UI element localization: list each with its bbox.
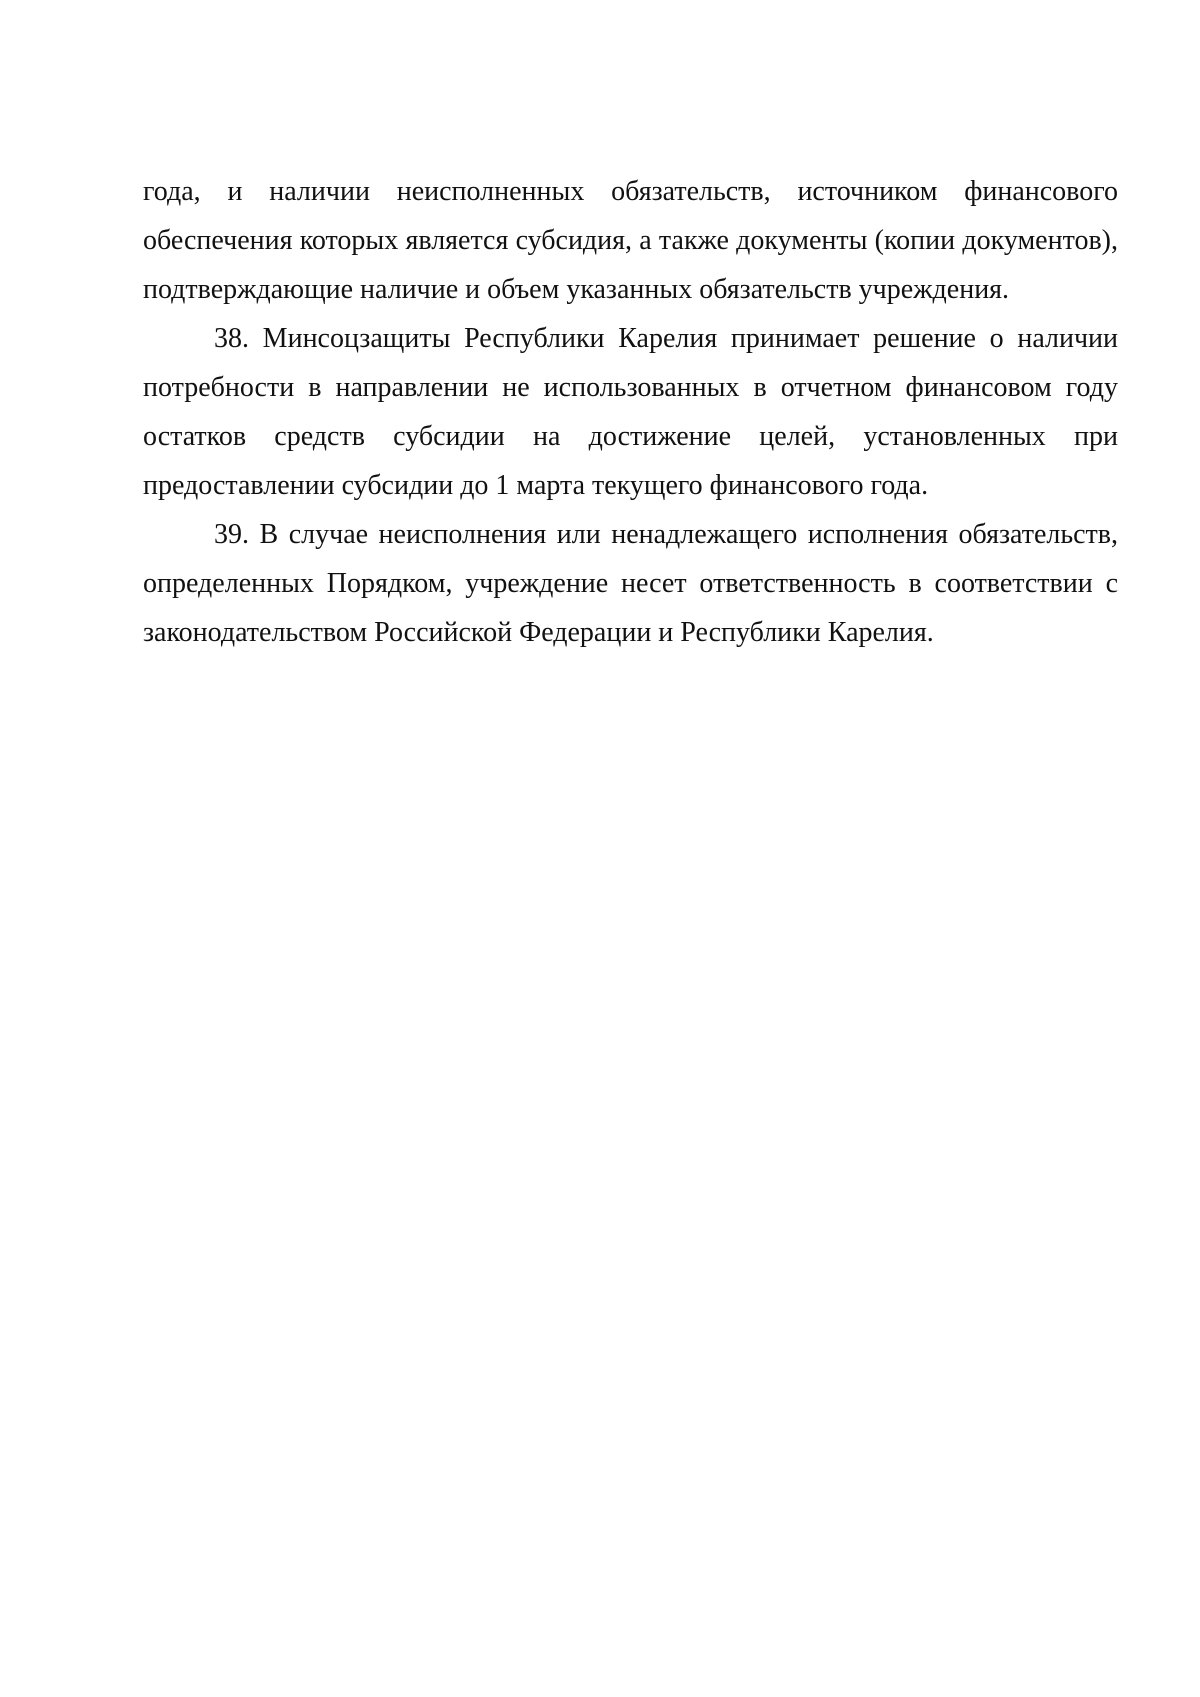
paragraph-item-38: 38. Минсоцзащиты Республики Карелия принимает решение о наличии потребности в направлении не использованных в отчетном финансовом году остатков средств субсидии на достижение целей, установленных при предоставлении субсидии до 1 марта текущего финансового года. xyxy=(143,323,1118,501)
paragraph-continuation: года, и наличии неисполненных обязательств, источником финансового обеспечения которых является субсидия, а также документы (копии документов), подтверждающие наличие и объем указанных обязательств учреждения. xyxy=(143,176,1118,305)
document-body xyxy=(143,167,1118,657)
paragraph-item-39: 39. В случае неисполнения или ненадлежащего исполнения обязательств, определенных Порядком, учреждение несет ответственность в соответствии с законодательством Российской Федерации и Республики Карелия. xyxy=(143,519,1118,648)
